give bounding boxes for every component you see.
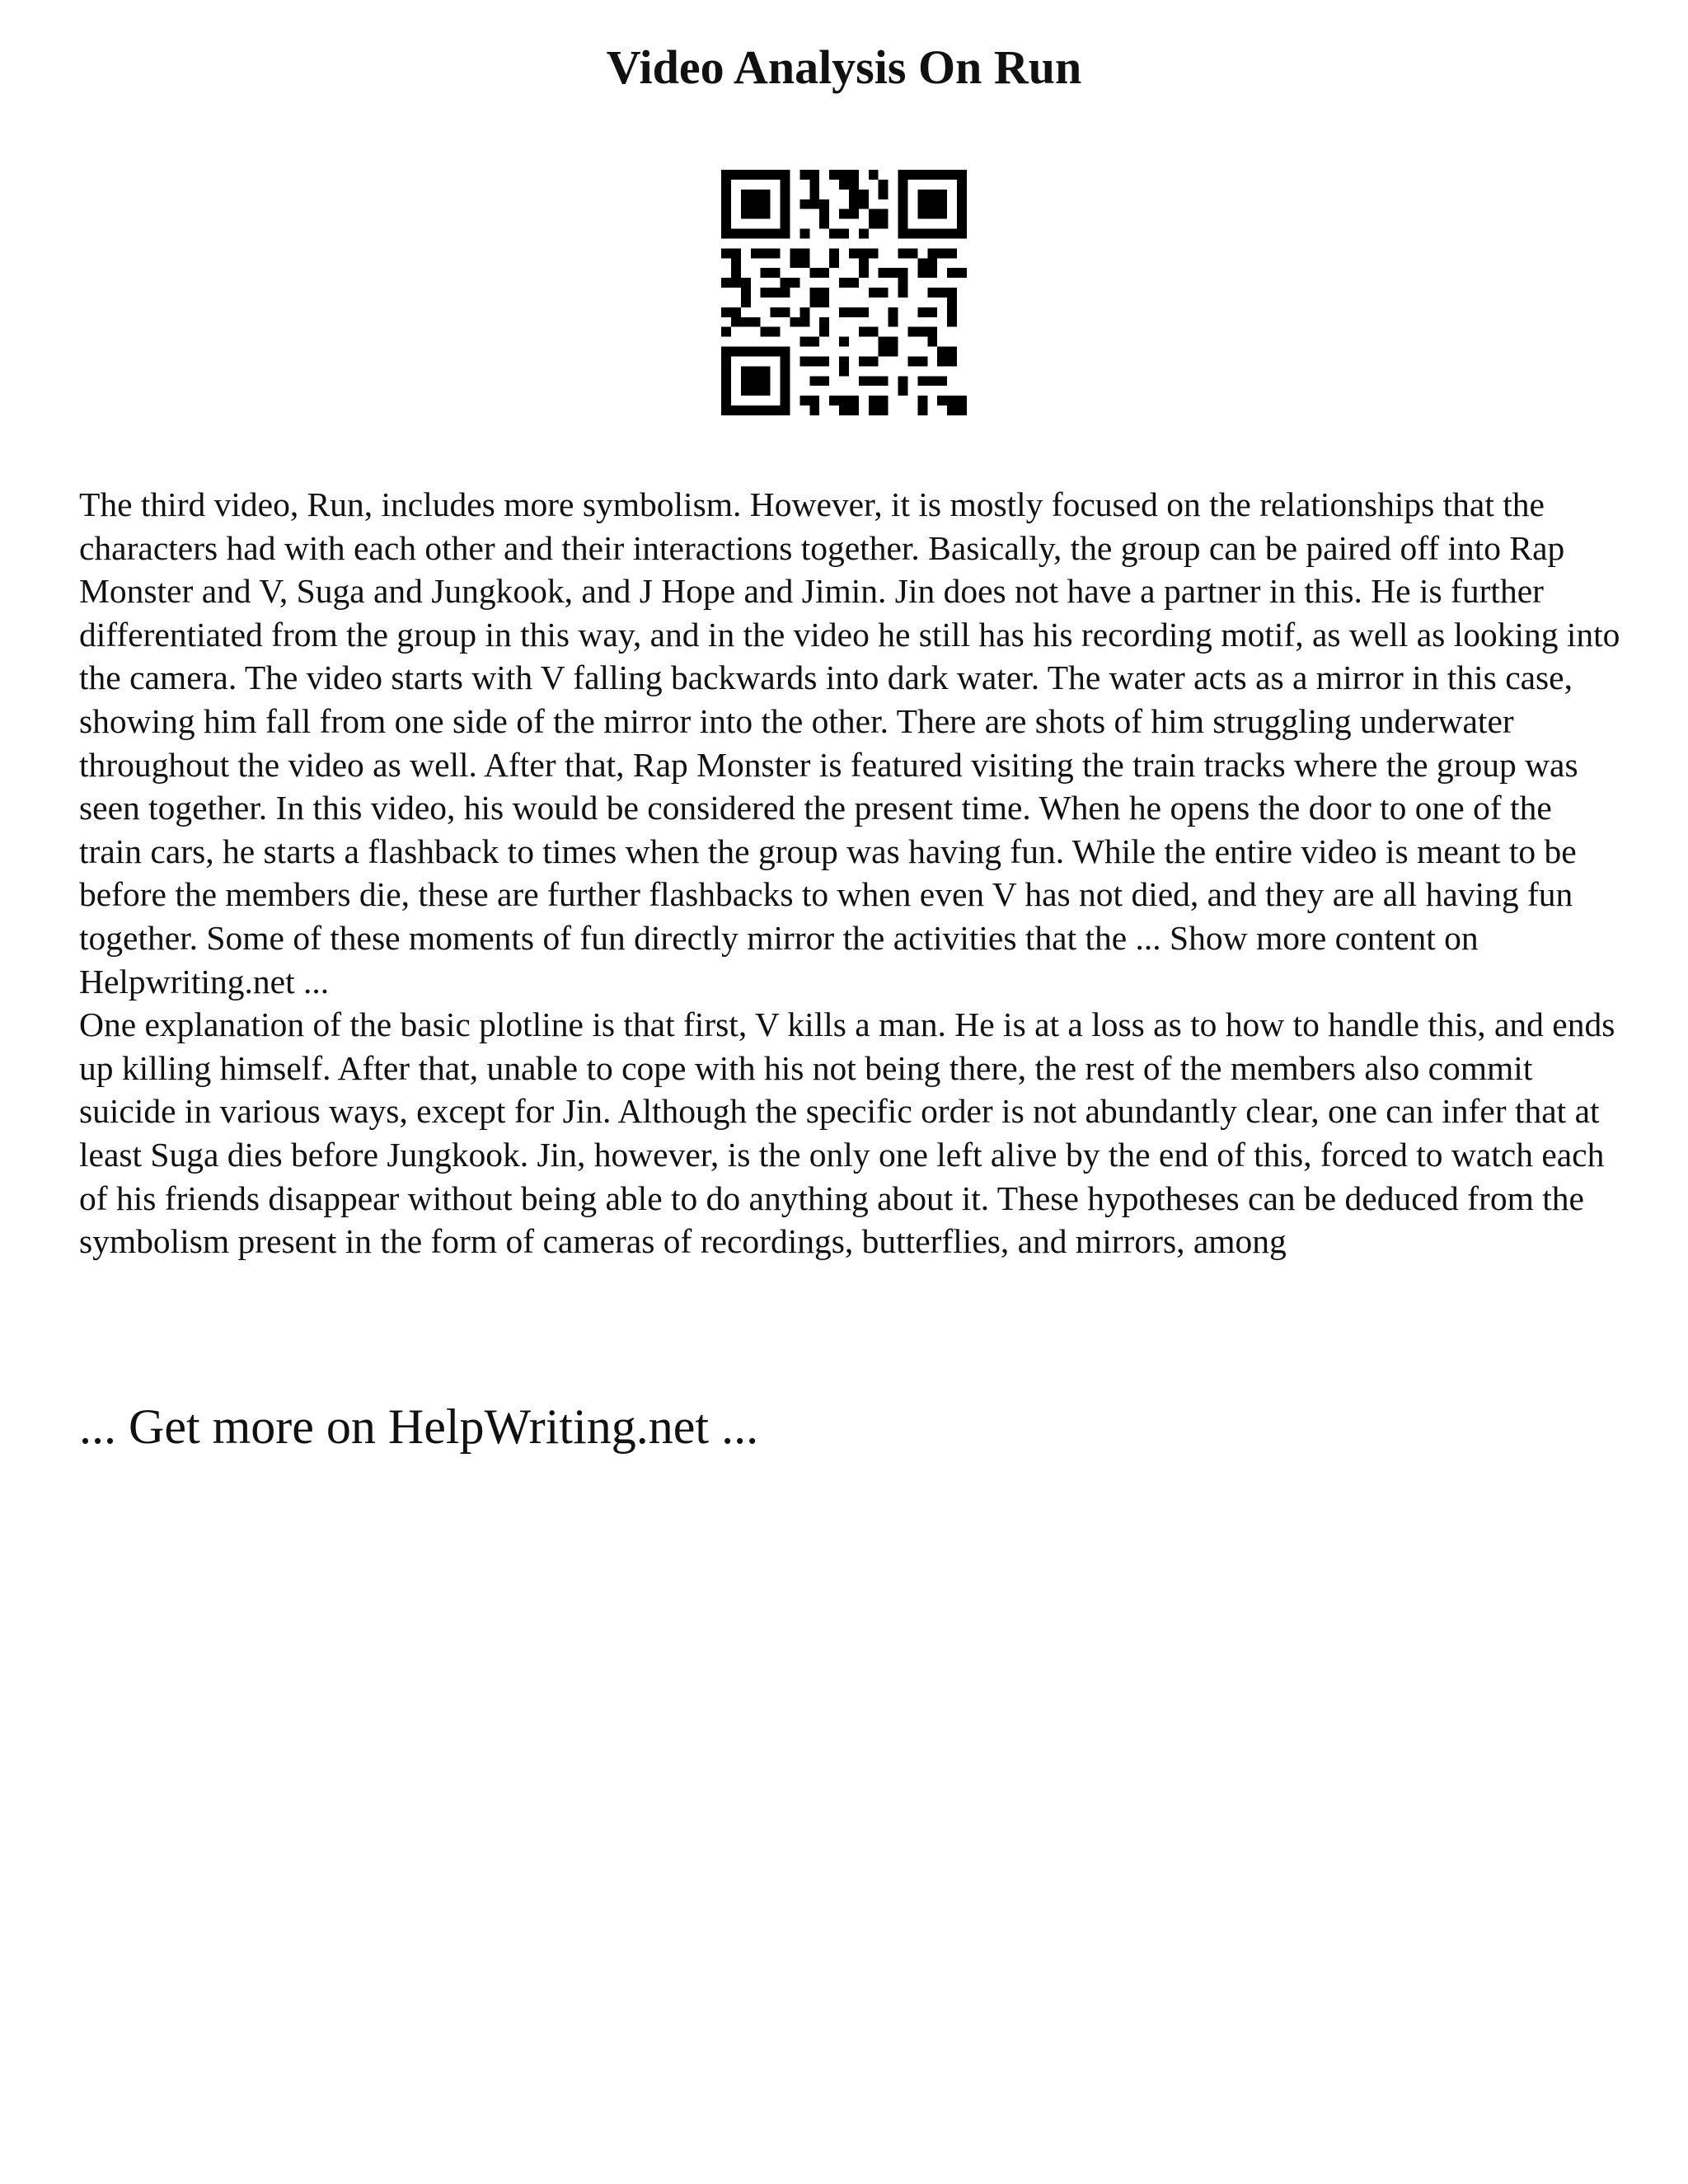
page-title: Video Analysis On Run (606, 40, 1082, 94)
paragraph: One explanation of the basic plotline is that first, V kills a man. He is at a loss as to how to handle this, and ends up killing himself. After that, unable to cope with his not being there, the rest of the members also commit suicide in various ways, except for Jin. Although the specific order is not abundantly clear, one can infer that at least Suga dies before Jungkook. Jin, however, is the only one left alive by the end of this, forced to watch each of his friends disappear without being able to do anything about it. These hypotheses can be deduced from the symbolism present in the form of cameras of recordings, butterflies, and mirrors, among (79, 1005, 1615, 1261)
article-body (79, 483, 1620, 1263)
paragraph: The third video, Run, includes more symbolism. However, it is mostly focused on the relationships that the characters had with each other and their interactions together. Basically, the group can be paired off into Rap Monster and V, Suga and Jungkook, and J Hope and Jimin. Jin does not have a partner in this. He is further differentiated from the group in this way, and in the video he still has his recording motif, as well as looking into the camera. The video starts with V falling backwards into dark water. The water acts as a mirror in this case, showing him fall from one side of the mirror into the other. There are shots of him struggling underwater throughout the video as well. After that, Rap Monster is featured visiting the train tracks where the group was seen together. In this video, his would be considered the present time. When he opens the door to one of the train cars, he starts a flashback to times when the group was having fun. While the entire video is meant to be before the members die, these are further flashbacks to when even V has not died, and they are all having fun together. Some of these moments of fun directly mirror the activities that the ... Show more content on Helpwriting.net ... (79, 485, 1620, 1001)
get-more-link[interactable]: ... Get more on HelpWriting.net ... (79, 1399, 759, 1454)
qr-code-icon[interactable] (721, 170, 967, 415)
